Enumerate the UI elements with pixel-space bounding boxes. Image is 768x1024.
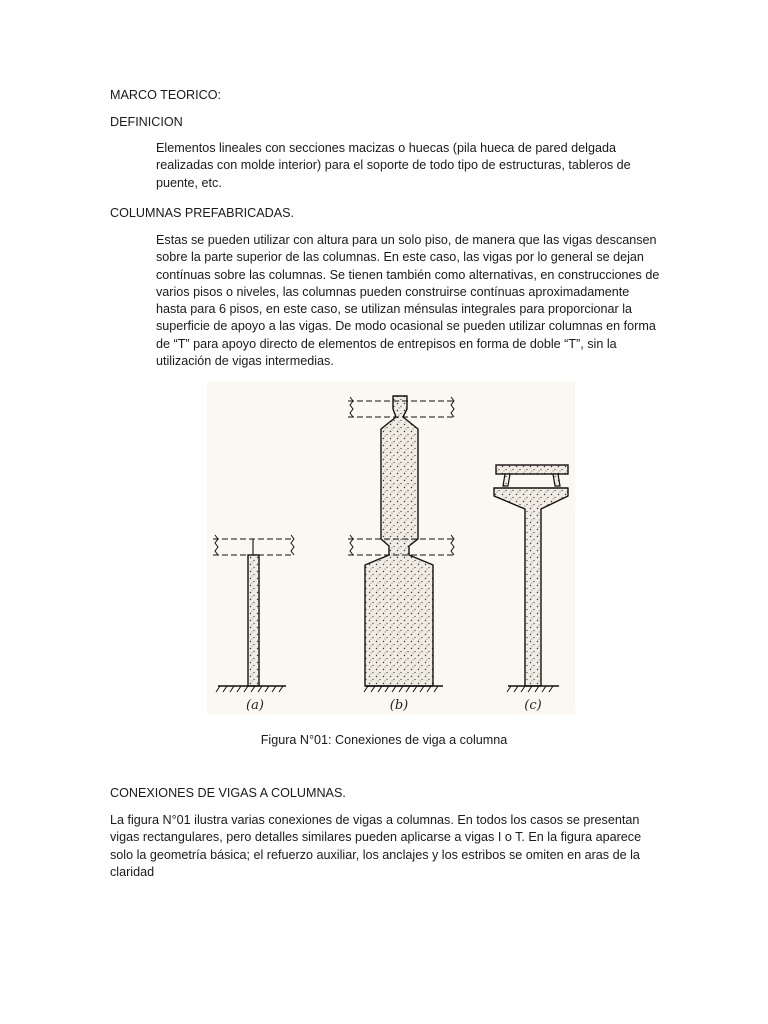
heading-marco-teorico: MARCO TEORICO: <box>110 88 222 102</box>
column-a-drawing <box>213 535 294 692</box>
figure-caption: Figura N°01: Conexiones de viga a columna <box>260 733 508 747</box>
figure-label-b: (b) <box>389 698 409 713</box>
heading-conexiones: CONEXIONES DE VIGAS A COLUMNAS. <box>110 786 346 800</box>
column-c-drawing <box>494 465 568 692</box>
figure-label-c: (c) <box>524 698 542 713</box>
figure-column-connections <box>207 381 575 715</box>
paragraph-columnas: Estas se pueden utilizar con altura para un solo piso, de manera que las vigas descansen sobre la parte superior de las columnas. En este caso, las vigas por lo general se dejan contínuas sobre las columnas. Se tienen también como alternativas, en construcciones de varios pisos o niveles, las columnas pueden construirse contínuas aproximadamente hasta para 6 pisos, en este caso, se utilizan ménsulas integrales para proporcionar la superficie de apoyo a las vigas. De modo ocasional se pueden utilizar columnas en forma de “T” para apoyo directo de elementos de entrepisos en forma de doble “T”, sin la utilización de vigas intermedias. <box>156 233 660 369</box>
paragraph-conexiones: La figura N°01 ilustra varias conexiones de vigas a columnas. En todos los casos se presentan vigas rectangulares, pero detalles similares pueden aplicarse a vigas I o T. En la figura aparece solo la geometría básica; el refuerzo auxiliar, los anclajes y los estribos se omiten en aras de la claridad <box>110 813 642 879</box>
paragraph-definicion: Elementos lineales con secciones macizas o huecas (pila hueca de pared delgada realizadas con molde interior) para el soporte de todo tipo de estructuras, tableros de puente, etc. <box>156 141 631 190</box>
figure-drawing <box>207 381 575 715</box>
heading-definicion: DEFINICION <box>110 115 183 129</box>
figure-label-a: (a) <box>246 698 264 713</box>
heading-columnas-prefabricadas: COLUMNAS PREFABRICADAS. <box>110 206 295 220</box>
column-b-drawing <box>348 396 454 692</box>
